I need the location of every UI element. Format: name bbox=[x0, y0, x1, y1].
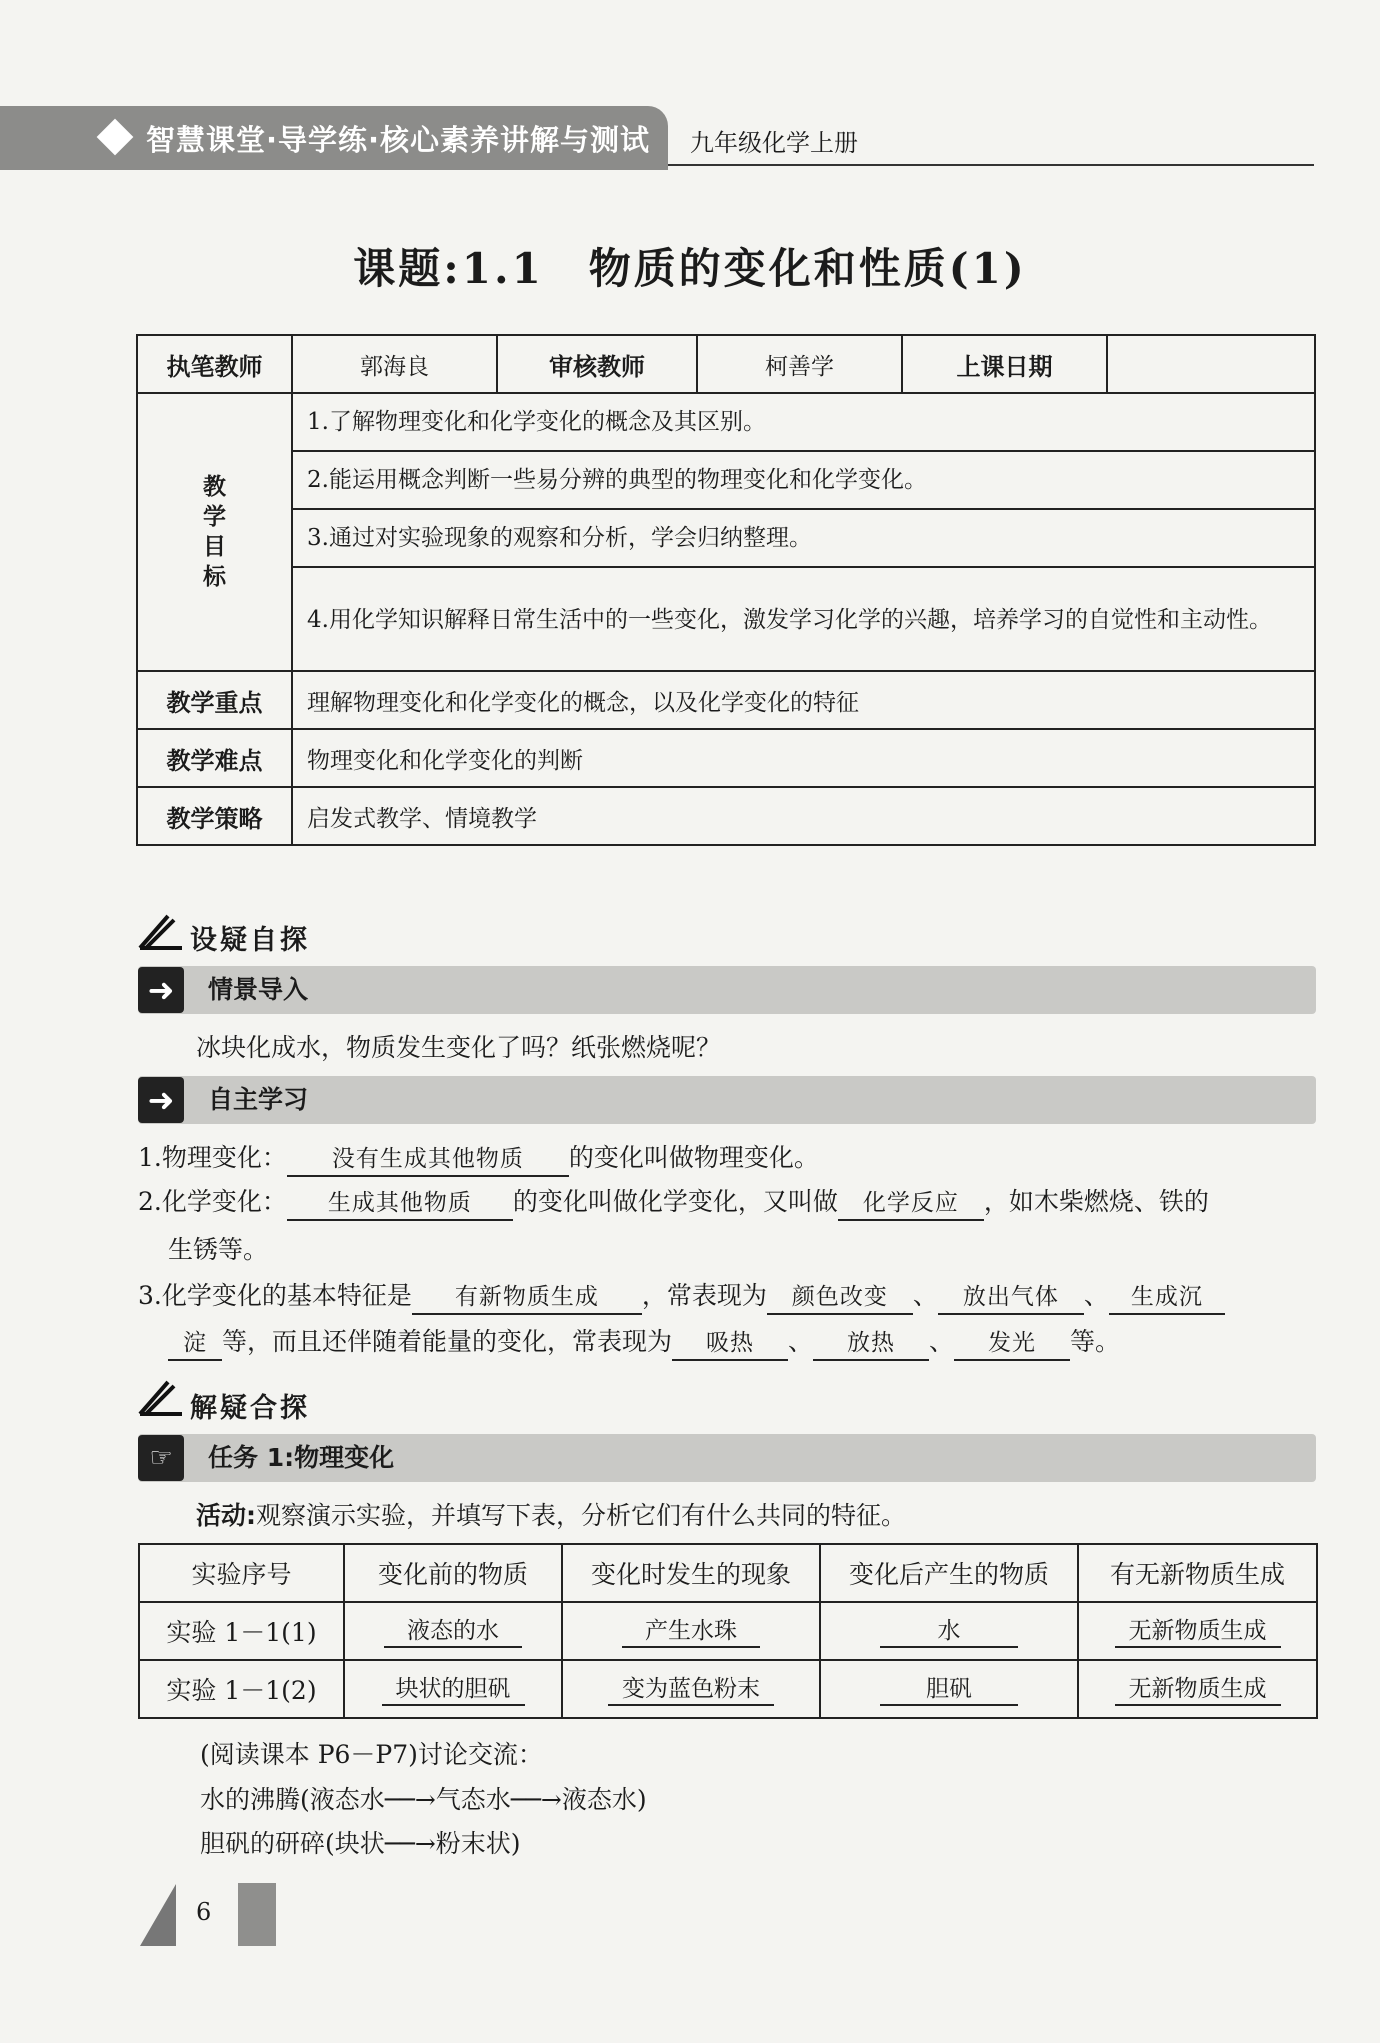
table-cell: 无新物质生成 bbox=[1115, 1674, 1281, 1706]
goal-item: 2.能运用概念判断一些易分辨的典型的物理变化和化学变化。 bbox=[292, 451, 1315, 509]
activity-line: 活动:观察演示实验，并填写下表，分析它们有什么共同的特征。 bbox=[196, 1501, 907, 1530]
question-3: 3.化学变化的基本特征是 有新物质生成 ，常表现为 颜色改变 、 放出气体 、 生成沉 bbox=[138, 1276, 1225, 1315]
table-cell: 液态的水 bbox=[384, 1616, 522, 1648]
difficulty-value: 物理变化和化学变化的判断 bbox=[292, 729, 1315, 787]
table-cell: 无新物质生成 bbox=[1115, 1616, 1281, 1648]
header-rule bbox=[668, 164, 1314, 166]
lesson-info-table bbox=[136, 334, 1316, 846]
goal-item: 4.用化学知识解释日常生活中的一些变化，激发学习化学的兴趣，培养学习的自觉性和主动性。 bbox=[292, 567, 1315, 671]
arrow-right-icon: ➜ bbox=[138, 967, 184, 1013]
row-label: 实验 1－1(1) bbox=[139, 1602, 344, 1660]
key-value: 理解物理变化和化学变化的概念，以及化学变化的特征 bbox=[292, 671, 1315, 729]
section-title-explore: 解疑合探 bbox=[190, 1393, 310, 1424]
answer-blank: 生成沉 bbox=[1109, 1281, 1225, 1315]
footer-block bbox=[238, 1883, 276, 1946]
goal-item: 3.通过对实验现象的观察和分析，学会归纳整理。 bbox=[292, 509, 1315, 567]
scene-text: 冰块化成水，物质发生变化了吗？纸张燃烧呢？ bbox=[196, 1033, 722, 1062]
book-title: 智慧课堂·导学练·核心素养讲解与测试 bbox=[146, 123, 651, 157]
discussion-boiling: 水的沸腾(液态水──→气态水──→液态水) bbox=[200, 1785, 647, 1814]
answer-blank: 有新物质生成 bbox=[412, 1281, 642, 1315]
author-value: 郭海良 bbox=[292, 335, 497, 393]
key-label: 教学重点 bbox=[137, 671, 292, 729]
answer-blank: 淀 bbox=[168, 1327, 222, 1361]
column-header: 变化时发生的现象 bbox=[562, 1544, 820, 1602]
answer-blank: 发光 bbox=[954, 1327, 1070, 1361]
experiment-table bbox=[138, 1543, 1318, 1719]
self-study-bar bbox=[138, 1076, 1316, 1124]
answer-blank: 颜色改变 bbox=[767, 1281, 913, 1315]
goals-label: 教 学 目 标 bbox=[137, 393, 292, 671]
pointing-hand-icon: ☞ bbox=[138, 1435, 184, 1481]
section-title-inquiry: 设疑自探 bbox=[190, 925, 310, 956]
discussion-grinding: 胆矾的研碎(块状──→粉末状) bbox=[200, 1829, 521, 1858]
arrow-right-icon: ➜ bbox=[138, 1077, 184, 1123]
table-cell: 块状的胆矾 bbox=[382, 1674, 525, 1706]
answer-blank: 放出气体 bbox=[938, 1281, 1084, 1315]
table-cell: 产生水珠 bbox=[622, 1616, 760, 1648]
table-cell: 胆矾 bbox=[880, 1674, 1018, 1706]
column-header: 变化前的物质 bbox=[344, 1544, 562, 1602]
question-2: 2.化学变化： 生成其他物质 的变化叫做化学变化，又叫做 化学反应 ，如木柴燃烧、铁的 bbox=[138, 1182, 1209, 1221]
table-row bbox=[139, 1660, 1317, 1718]
task-bar-label: 任务 1:物理变化 bbox=[208, 1443, 395, 1472]
strategy-label: 教学策略 bbox=[137, 787, 292, 845]
goal-item: 1.了解物理变化和化学变化的概念及其区别。 bbox=[292, 393, 1315, 451]
column-header: 有无新物质生成 bbox=[1078, 1544, 1317, 1602]
answer-blank: 放热 bbox=[813, 1327, 929, 1361]
strategy-value: 启发式教学、情境教学 bbox=[292, 787, 1315, 845]
difficulty-label: 教学难点 bbox=[137, 729, 292, 787]
reviewer-value: 柯善学 bbox=[697, 335, 902, 393]
answer-blank: 吸热 bbox=[672, 1327, 788, 1361]
date-label: 上课日期 bbox=[902, 335, 1107, 393]
table-cell: 水 bbox=[880, 1616, 1018, 1648]
grade-label: 九年级化学上册 bbox=[690, 129, 858, 157]
scene-bar bbox=[138, 966, 1316, 1014]
answer-blank: 化学反应 bbox=[838, 1187, 984, 1221]
column-header: 变化后产生的物质 bbox=[820, 1544, 1078, 1602]
pencil-ruler-icon bbox=[138, 1378, 186, 1426]
self-study-bar-label: 自主学习 bbox=[208, 1085, 309, 1114]
question-2-cont: 生锈等。 bbox=[168, 1235, 269, 1264]
answer-blank: 生成其他物质 bbox=[287, 1187, 513, 1221]
discussion-intro: (阅读课本 P6－P7)讨论交流： bbox=[200, 1740, 543, 1769]
page-number: 6 bbox=[196, 1898, 212, 1926]
table-row bbox=[139, 1602, 1317, 1660]
date-value bbox=[1107, 335, 1315, 393]
reviewer-label: 审核教师 bbox=[497, 335, 697, 393]
author-label: 执笔教师 bbox=[137, 335, 292, 393]
scene-bar-label: 情景导入 bbox=[208, 975, 309, 1004]
table-cell: 变为蓝色粉末 bbox=[608, 1674, 774, 1706]
column-header: 实验序号 bbox=[139, 1544, 344, 1602]
pencil-ruler-icon bbox=[138, 912, 186, 960]
row-label: 实验 1－1(2) bbox=[139, 1660, 344, 1718]
question-3-cont: 淀 等，而且还伴随着能量的变化，常表现为 吸热 、 放热 、 发光 等。 bbox=[168, 1322, 1120, 1361]
question-1: 1.物理变化： 没有生成其他物质 的变化叫做物理变化。 bbox=[138, 1138, 819, 1177]
page-title: 课题:1.1 物质的变化和性质(1) bbox=[353, 244, 1027, 293]
answer-blank: 没有生成其他物质 bbox=[287, 1143, 569, 1177]
footer-triangle bbox=[140, 1884, 176, 1946]
